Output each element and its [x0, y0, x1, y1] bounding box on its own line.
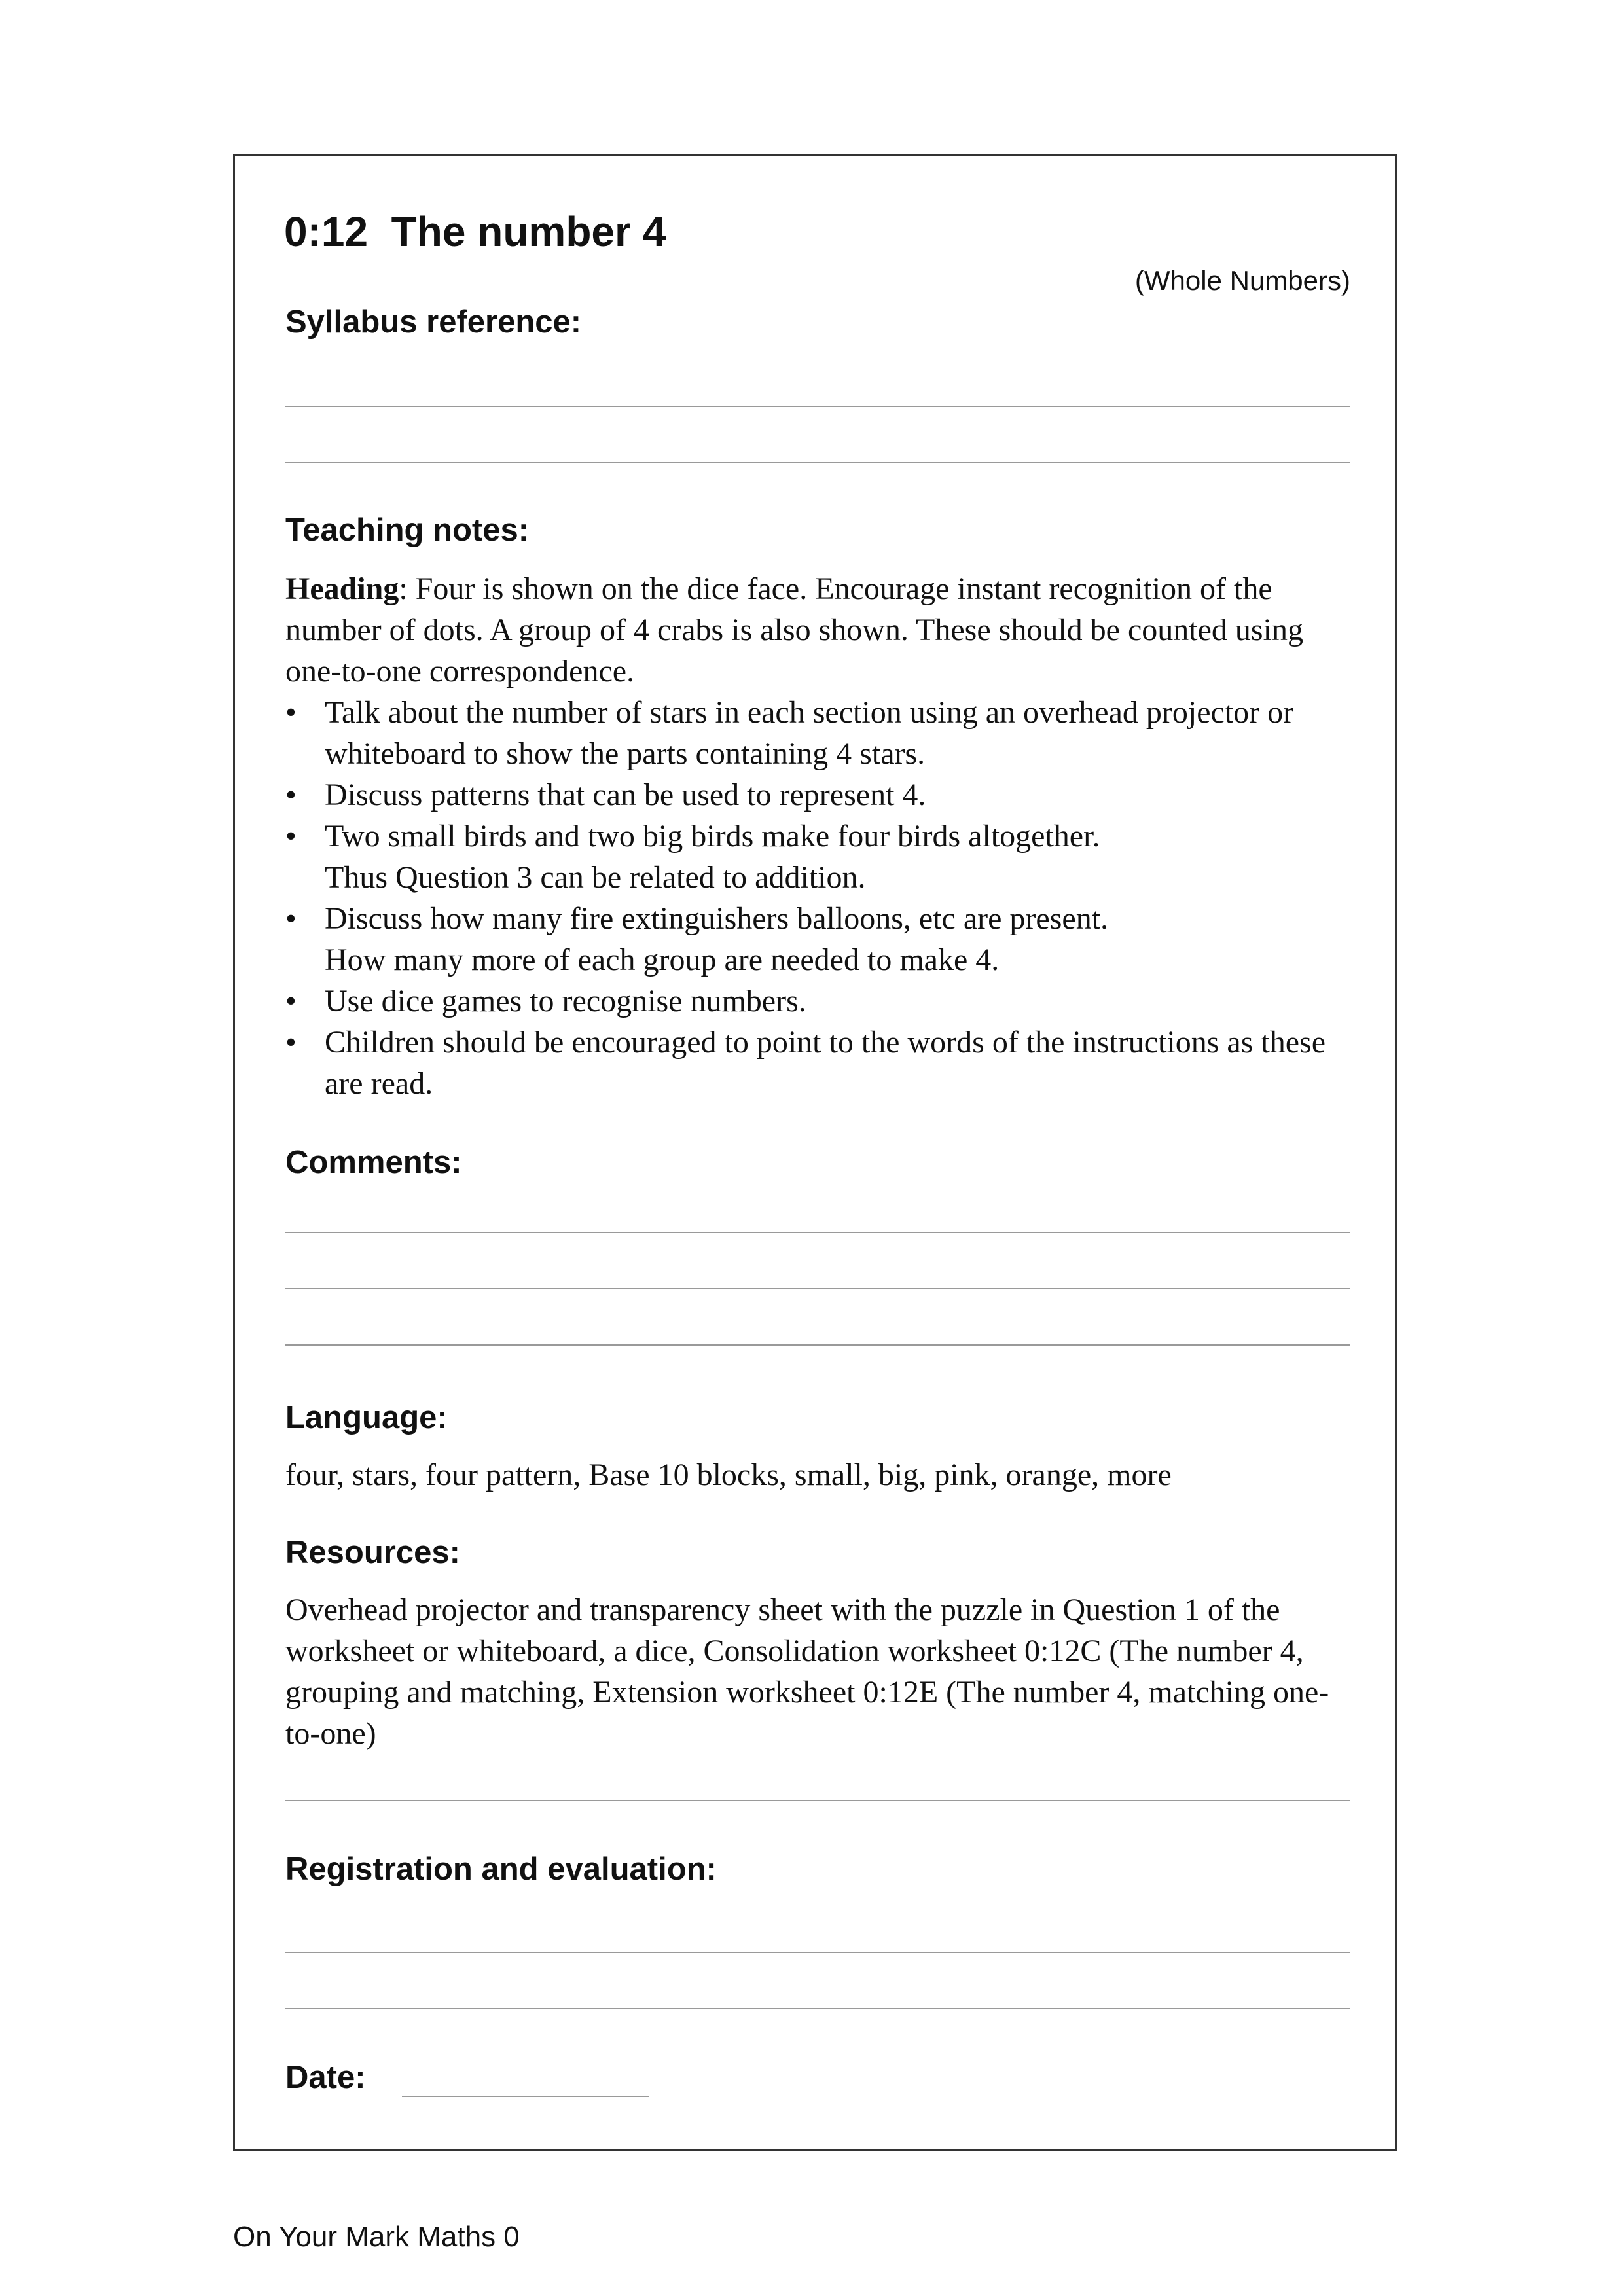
syllabus-writing-line — [285, 462, 1350, 463]
registration-writing-line — [285, 2008, 1350, 2009]
intro-label: Heading — [285, 571, 399, 606]
registration-heading: Registration and evaluation: — [285, 1852, 717, 1887]
list-item — [285, 1022, 1350, 1104]
teaching-notes-intro — [285, 568, 1350, 692]
list-item-text: Discuss how many fire extinguishers balloons, etc are present. — [325, 901, 1109, 936]
comments-heading: Comments: — [285, 1145, 462, 1180]
list-item — [285, 816, 1350, 898]
teaching-notes-list — [285, 692, 1350, 1104]
registration-writing-line — [285, 1952, 1350, 1953]
list-item — [285, 898, 1350, 980]
comments-writing-line — [285, 1344, 1350, 1346]
resources-heading: Resources: — [285, 1535, 460, 1570]
resources-text: Overhead projector and transparency sheet with the puzzle in Question 1 of the worksheet or whiteboard, a dice, Consolidation worksheet 0:12C (The number 4, grouping and matching, Extension worksheet 0:12E (The number 4, matching one-to-one) — [285, 1592, 1329, 1751]
date-field-line — [402, 2096, 649, 2097]
list-item-text: Children should be encouraged to point to the words of the instructions as these are read. — [325, 1025, 1326, 1101]
syllabus-writing-line — [285, 406, 1350, 407]
intro-text: : Four is shown on the dice face. Encourage instant recognition of the number of dots. A group of 4 crabs is also shown. These should be counted using one-to-one correspondence. — [285, 571, 1303, 689]
syllabus-heading: Syllabus reference: — [285, 304, 582, 340]
list-item-text: Use dice games to recognise numbers. — [325, 984, 806, 1018]
topic-category: (Whole Numbers) — [1134, 265, 1350, 296]
list-item — [285, 692, 1350, 774]
language-heading: Language: — [285, 1400, 448, 1435]
list-item-text: Talk about the number of stars in each section using an overhead projector or whiteboard to show the parts containing 4 stars. — [325, 695, 1294, 771]
resources-writing-line — [285, 1800, 1350, 1801]
comments-writing-line — [285, 1232, 1350, 1233]
comments-writing-line — [285, 1288, 1350, 1289]
teaching-notes-body — [285, 568, 1350, 1104]
language-text: four, stars, four pattern, Base 10 blocks, small, big, pink, orange, more — [285, 1458, 1172, 1492]
list-item-text: Two small birds and two big birds make four birds altogether. — [325, 819, 1100, 853]
footer-text: On Your Mark Maths 0 — [233, 2221, 520, 2253]
teaching-notes-heading: Teaching notes: — [285, 512, 530, 548]
page-title: 0:12 The number 4 — [284, 208, 666, 255]
list-item-continuation: How many more of each group are needed to make 4. — [325, 942, 1000, 977]
date-label: Date: — [285, 2060, 366, 2095]
list-item — [285, 774, 1350, 816]
list-item-text: Discuss patterns that can be used to represent 4. — [325, 778, 926, 812]
list-item — [285, 980, 1350, 1022]
list-item-continuation: Thus Question 3 can be related to addition. — [325, 860, 866, 895]
